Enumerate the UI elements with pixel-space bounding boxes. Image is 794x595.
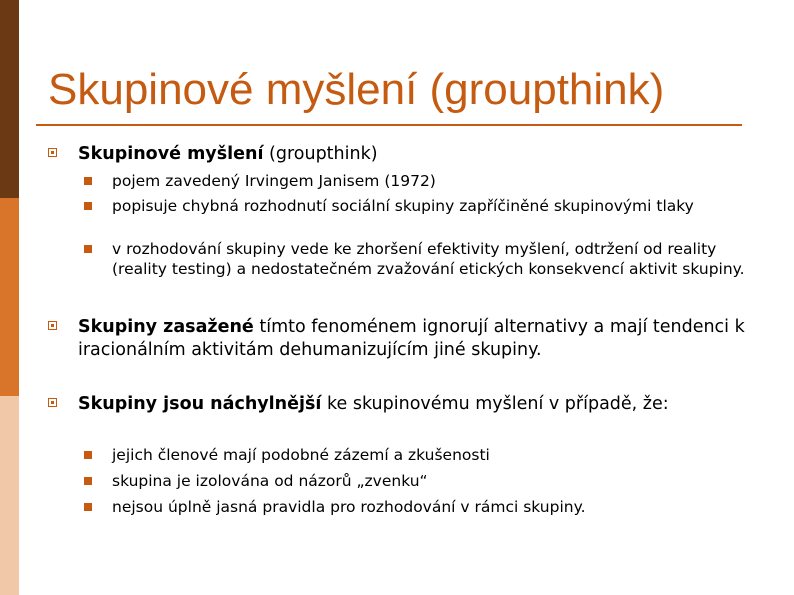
bullet-text: (groupthink) xyxy=(263,144,378,164)
subbullet-item xyxy=(112,172,752,192)
sidebar-band-mid xyxy=(0,198,19,396)
decorative-sidebar xyxy=(0,0,19,595)
square-bullet-icon xyxy=(48,148,57,157)
square-bullet-icon xyxy=(48,398,57,407)
filled-square-bullet-icon xyxy=(84,245,92,253)
bullet-text: ke skupinovému myšlení v případě, že: xyxy=(321,394,669,414)
bullet-bold-text: Skupinové myšlení xyxy=(78,144,264,164)
subbullet-item xyxy=(112,240,752,279)
slide-title: Skupinové myšlení (groupthink) xyxy=(48,65,665,114)
title-underline xyxy=(36,124,742,126)
filled-square-bullet-icon xyxy=(84,477,92,485)
subbullet-text: skupina je izolována od názorů „zvenku“ xyxy=(112,472,428,490)
filled-square-bullet-icon xyxy=(84,177,92,185)
filled-square-bullet-icon xyxy=(84,202,92,210)
filled-square-bullet-icon xyxy=(84,451,92,459)
bullet-item-groupthink xyxy=(78,143,758,166)
subbullet-text: v rozhodování skupiny vede ke zhoršení efektivity myšlení, odtržení od reality (reality testing) a nedostatečném zvažování etických konsekvencí aktivit skupiny. xyxy=(112,240,745,278)
subbullet-text: pojem zavedený Irvingem Janisem (1972) xyxy=(112,172,436,190)
subbullet-item xyxy=(112,197,752,217)
bullet-bold-text: Skupiny jsou náchylnější xyxy=(78,394,322,414)
square-bullet-icon xyxy=(48,321,57,330)
subbullet-item xyxy=(112,498,752,518)
filled-square-bullet-icon xyxy=(84,503,92,511)
subbullet-item xyxy=(112,446,752,466)
sidebar-band-light xyxy=(0,396,19,595)
bullet-item-affected-groups xyxy=(78,316,758,361)
subbullet-text: popisuje chybná rozhodnutí sociální skupiny zapříčiněné skupinovými tlaky xyxy=(112,197,694,215)
subbullet-text: nejsou úplně jasná pravidla pro rozhodování v rámci skupiny. xyxy=(112,498,586,516)
sidebar-band-dark xyxy=(0,0,19,198)
subbullet-item xyxy=(112,472,752,492)
bullet-text: tímto fenoménem ignorují alternativy a mají tendenci k iracionálním aktivitám dehumanizujícím jiné skupiny. xyxy=(78,317,745,360)
bullet-item-susceptible-groups xyxy=(78,393,758,416)
bullet-bold-text: Skupiny zasažené xyxy=(78,317,254,337)
subbullet-text: jejich členové mají podobné zázemí a zkušenosti xyxy=(112,446,490,464)
